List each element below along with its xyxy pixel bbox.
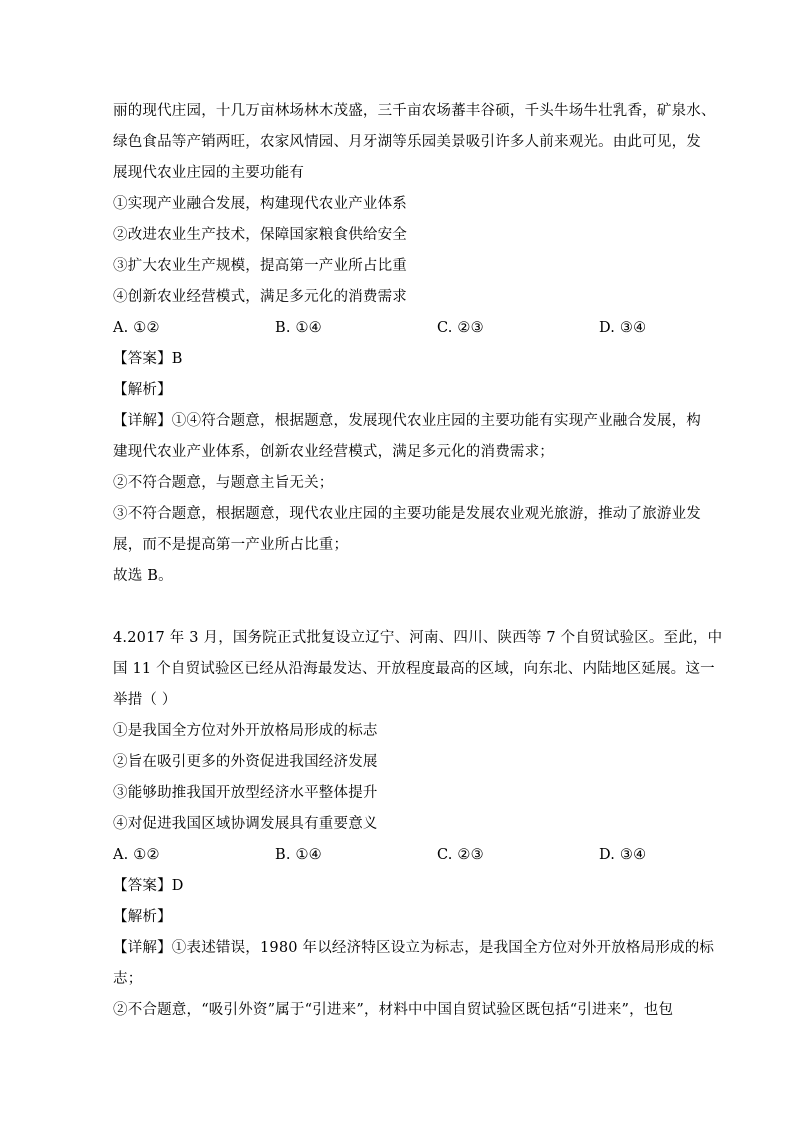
document-page: [113, 96, 723, 1026]
q3-option-a: A. ①②: [113, 320, 160, 336]
q4-items: [113, 716, 683, 840]
q4-answer: 【答案】D: [113, 878, 184, 894]
q3-detail-line: ③不符合题意，根据题意，现代农业庄园的主要功能是发展农业观光旅游，推动了旅游业发: [113, 506, 701, 522]
q4-detail: [113, 933, 715, 1026]
q4-item-2: ②旨在吸引更多的外资促进我国经济发展: [113, 754, 378, 770]
q3-detail-line: 故选 B。: [113, 568, 173, 584]
q3-options: [113, 313, 683, 344]
q4-item-3: ③能够助推我国开放型经济水平整体提升: [113, 785, 378, 801]
q3-item-1: ①实现产业融合发展，构建现代农业产业体系: [113, 196, 407, 212]
q3-option-b: B. ①④: [275, 320, 322, 336]
q4-stem-line: 举措（ ）: [113, 692, 177, 708]
q4-detail-line: 志；: [113, 971, 143, 987]
q3-detail-line: ②不符合题意，与题意主旨无关；: [113, 475, 334, 491]
q4-analysis-label: 【解析】: [113, 909, 172, 925]
q4-detail-line: ②不合题意，“吸引外资”属于“引进来”，材料中中国自贸试验区既包括“引进来”，也包: [113, 1002, 674, 1018]
q3-detail-line: 展，而不是提高第一产业所占比重；: [113, 537, 349, 553]
q3-detail-line: 建现代农业产业体系，创新农业经营模式，满足多元化的消费需求；: [113, 444, 554, 460]
q3-items: [113, 189, 683, 313]
q4-option-a: A. ①②: [113, 847, 160, 863]
q4-stem-line: 4.2017 年 3 月，国务院正式批复设立辽宁、河南、四川、陕西等 7 个自贸试验区。至此，中: [113, 630, 723, 646]
q3-item-3: ③扩大农业生产规模，提高第一产业所占比重: [113, 258, 407, 274]
q4-options: [113, 840, 683, 871]
q3-stem-line: 展现代农业庄园的主要功能有: [113, 165, 305, 181]
q3-analysis-label: 【解析】: [113, 382, 172, 398]
q3-item-2: ②改进农业生产技术，保障国家粮食供给安全: [113, 227, 407, 243]
q4-stem: [113, 623, 723, 716]
q3-detail: [113, 406, 701, 592]
q4-option-c: C. ②③: [437, 847, 484, 863]
q4-stem-line: 国 11 个自贸试验区已经从沿海最发达、开放程度最高的区域，向东北、内陆地区延展。这一: [113, 661, 715, 677]
q4-option-d: D. ③④: [599, 847, 647, 863]
q4-option-b: B. ①④: [275, 847, 322, 863]
q3-detail-line: 【详解】①④符合题意，根据题意，发展现代农业庄园的主要功能有实现产业融合发展，构: [113, 413, 701, 429]
spacer: [113, 592, 683, 623]
q3-option-d: D. ③④: [599, 320, 647, 336]
q4-detail-line: 【详解】①表述错误，1980 年以经济特区设立为标志，是我国全方位对外开放格局形成的标: [113, 940, 715, 956]
q3-stem: [113, 96, 716, 189]
q3-item-4: ④创新农业经营模式，满足多元化的消费需求: [113, 289, 407, 305]
q4-item-1: ①是我国全方位对外开放格局形成的标志: [113, 723, 378, 739]
q3-stem-line: 丽的现代庄园，十几万亩林场林木茂盛，三千亩农场蕃丰谷硕，千头牛场牛壮乳香，矿泉水、: [113, 103, 716, 119]
q4-item-4: ④对促进我国区域协调发展具有重要意义: [113, 816, 378, 832]
q3-answer: 【答案】B: [113, 351, 183, 367]
q3-option-c: C. ②③: [437, 320, 484, 336]
q3-stem-line: 绿色食品等产销两旺，农家风情园、月牙湖等乐园美景吸引许多人前来观光。由此可见，发: [113, 134, 701, 150]
